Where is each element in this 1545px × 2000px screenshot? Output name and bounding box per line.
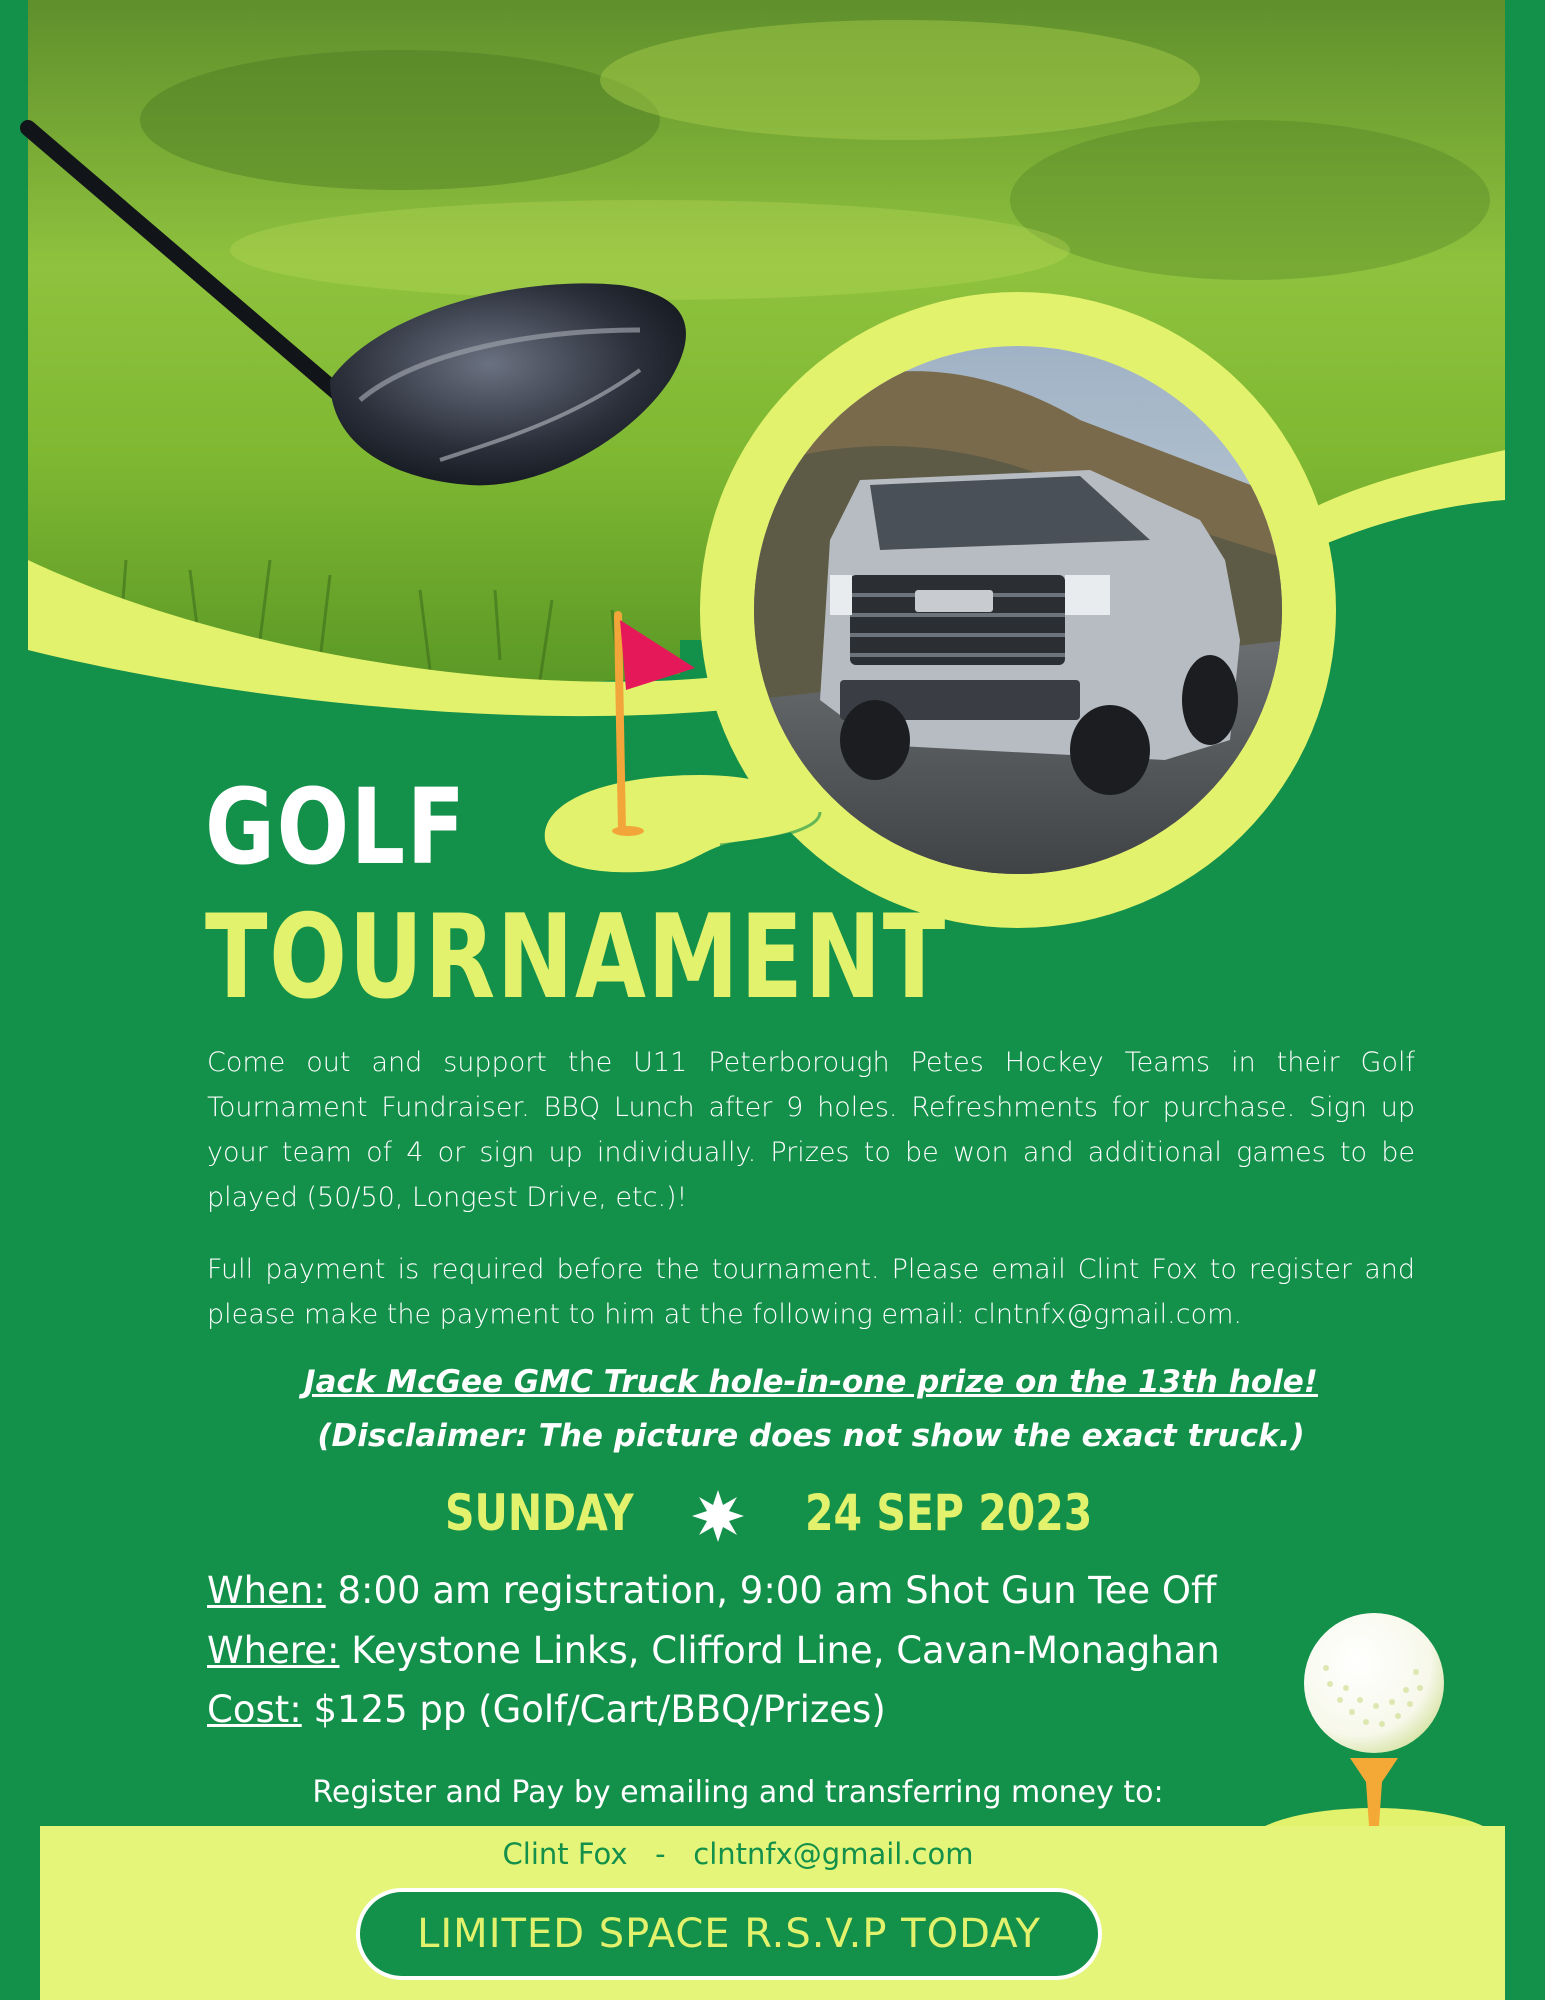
description-paragraph-1: Come out and support the U11 Peterborough Petes Hockey Teams in their Golf Tournament Fundraiser. BBQ Lunch after 9 holes. Refreshments for purchase. Sign up your team of 4 or sign up individually. Prizes to be won and additional games to be played (50/50, Longest Drive, etc.)!: [207, 1047, 1415, 1213]
when-line: [207, 1566, 1217, 1616]
contact-line: Clint Fox - clntnfx@gmail.com: [502, 1837, 974, 1871]
where-value: Keystone Links, Clifford Line, Cavan-Monaghan: [351, 1629, 1220, 1672]
event-day: SUNDAY: [445, 1484, 634, 1542]
when-label: When:: [207, 1569, 326, 1612]
description-paragraph-2: Full payment is required before the tournament. Please email Clint Fox to register and please make the payment to him at the following email: clntnfx@gmail.com.: [207, 1254, 1415, 1330]
cost-value: $125 pp (Golf/Cart/BBQ/Prizes): [313, 1688, 886, 1731]
prize-text: Jack McGee GMC Truck hole-in-one prize on the 13th hole!: [304, 1364, 1318, 1400]
where-line: [207, 1626, 1220, 1676]
starburst-icon: [692, 1490, 744, 1542]
register-instructions: Register and Pay by emailing and transferring money to:: [312, 1775, 1164, 1810]
prize-disclaimer: (Disclaimer: The picture does not show the exact truck.): [317, 1418, 1305, 1454]
when-value: 8:00 am registration, 9:00 am Shot Gun Tee Off: [337, 1569, 1217, 1612]
prize-line: [207, 1356, 1415, 1409]
where-label: Where:: [207, 1629, 340, 1672]
cost-label: Cost:: [207, 1688, 302, 1731]
title-tournament: TOURNAMENT: [205, 890, 947, 1025]
rsvp-button[interactable]: LIMITED SPACE R.S.V.P TODAY: [356, 1888, 1102, 1980]
cost-line: [207, 1685, 886, 1735]
event-date: 24 SEP 2023: [805, 1484, 1093, 1542]
title-golf: GOLF: [205, 766, 467, 888]
